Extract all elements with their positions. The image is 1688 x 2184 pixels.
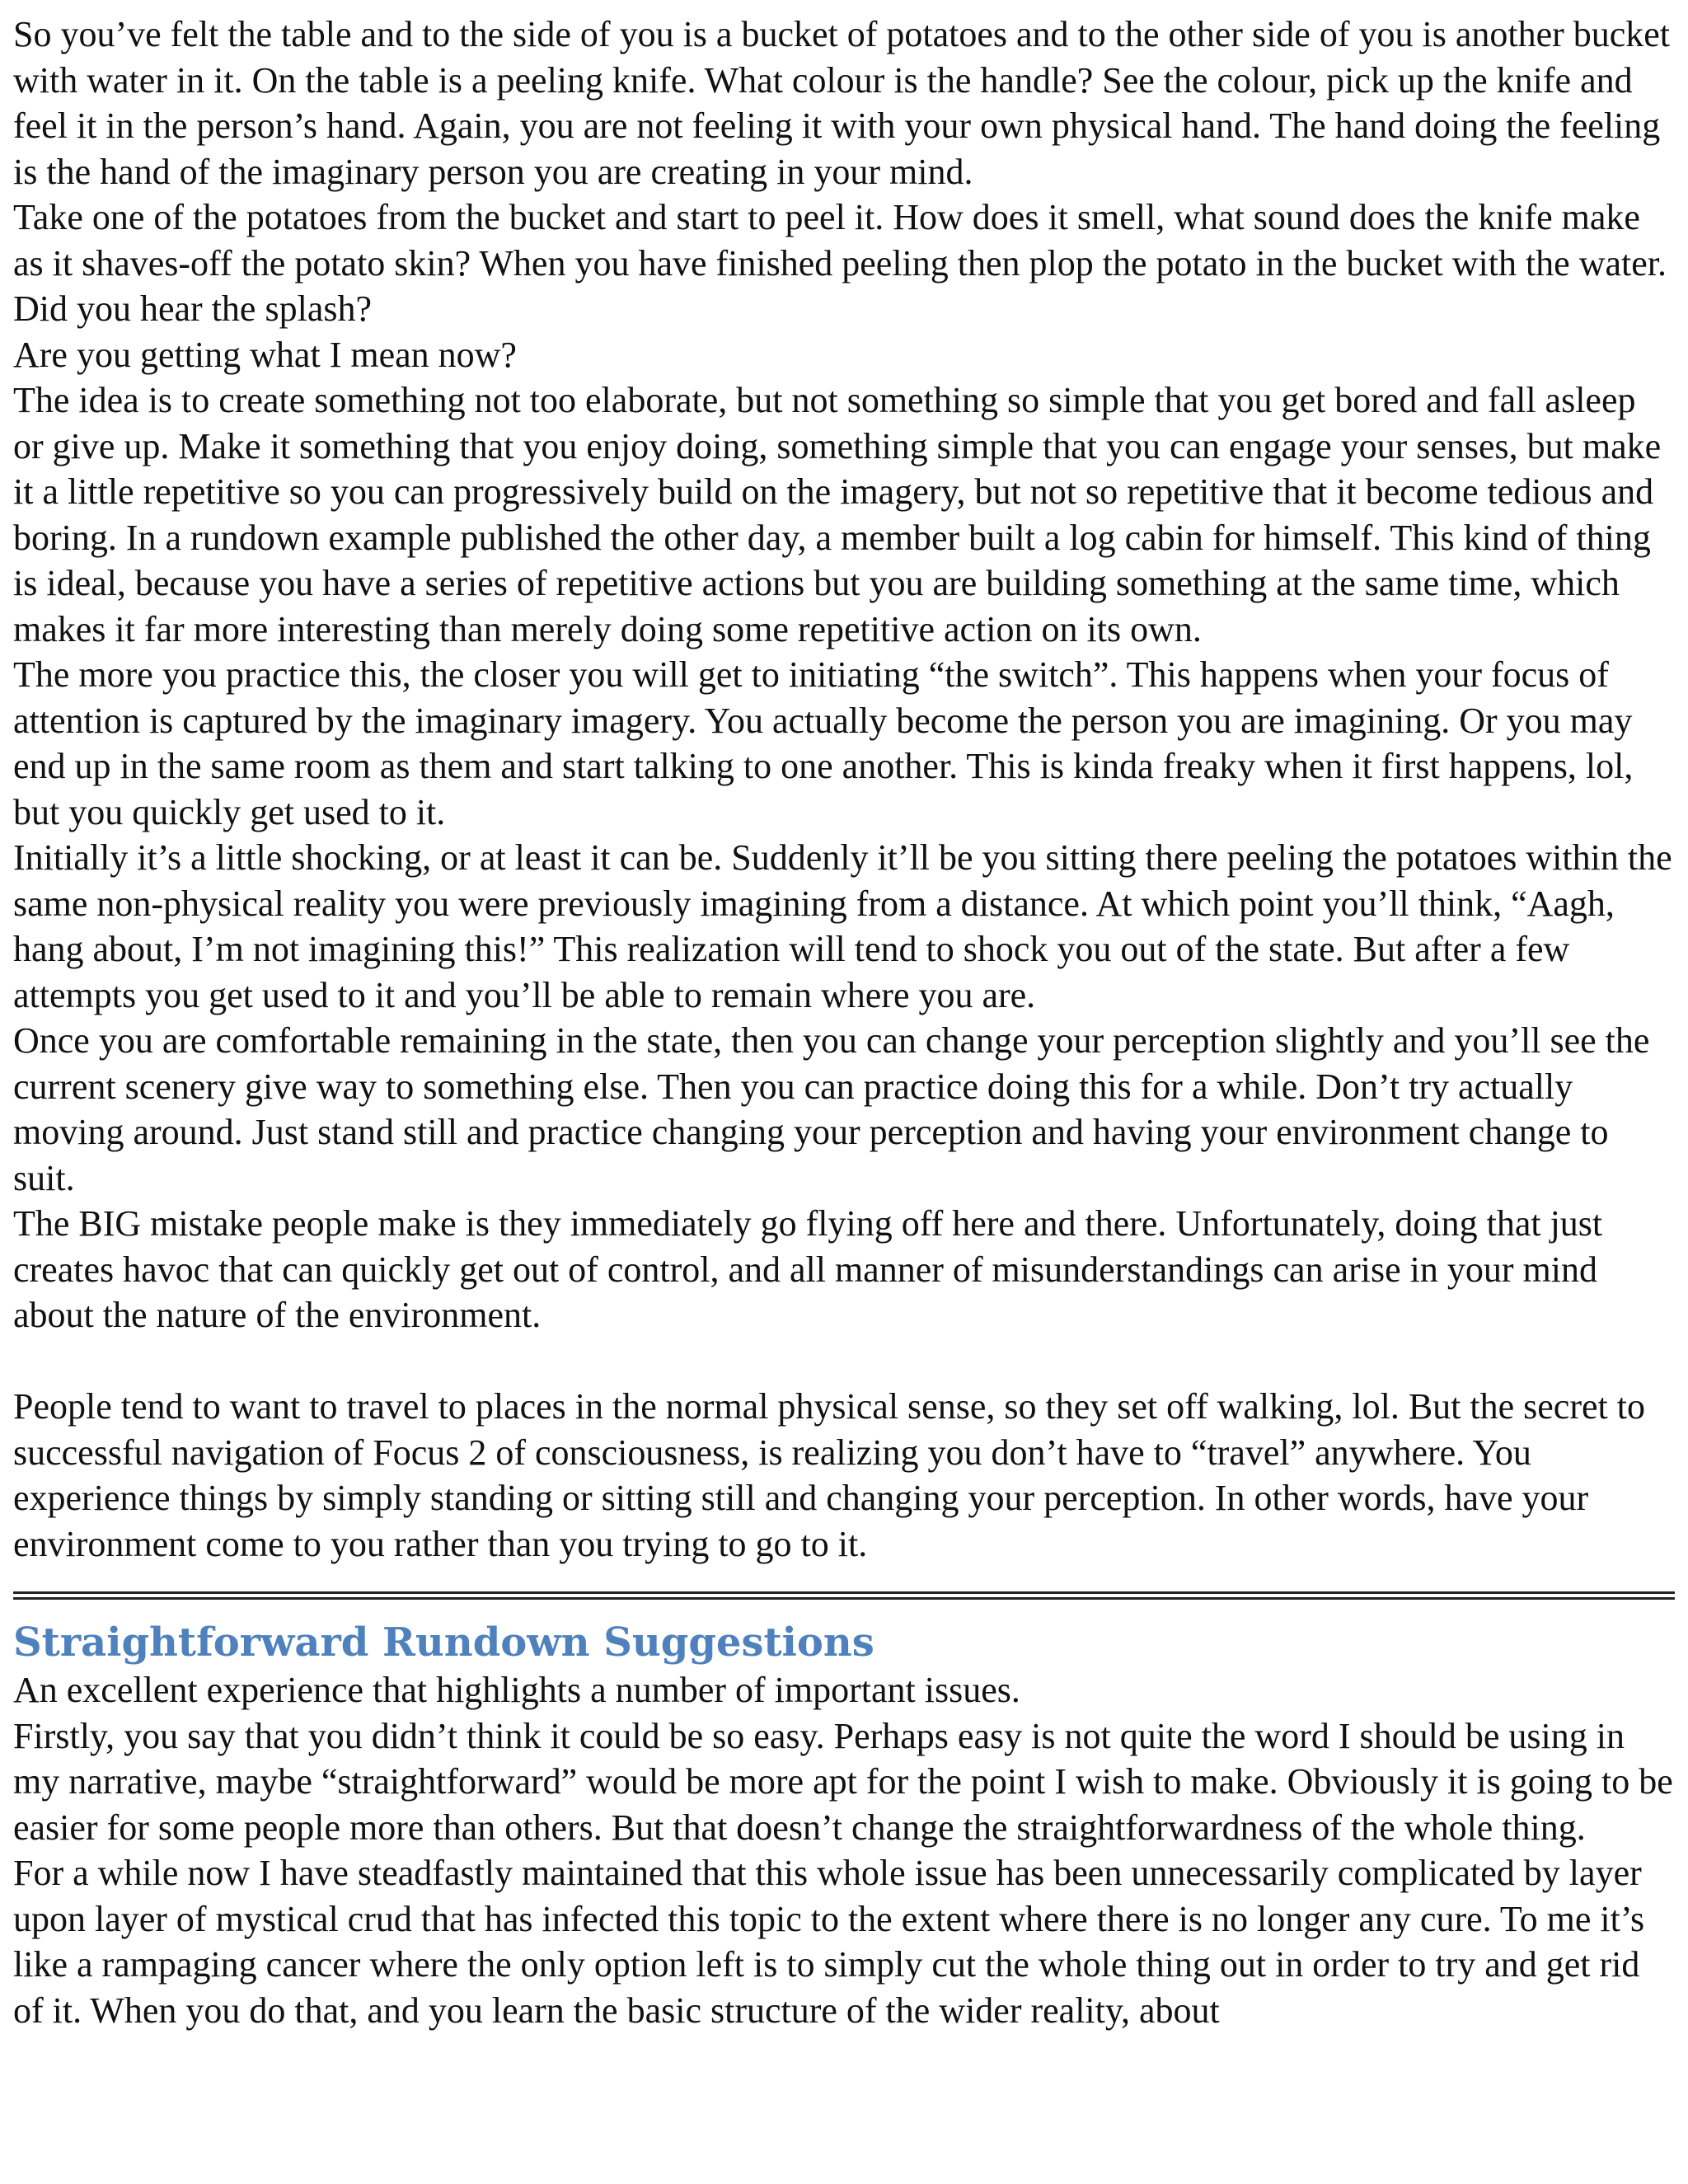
paragraph: Initially it’s a little shocking, or at least it can be. Suddenly it’ll be you sitting there peeling the potatoes within the same non-physical reality you were previously imagining from a distance. At which point you’ll think, “Aagh, hang about, I’m not imagining this!” This realization will tend to shock you out of the state. But after a few attempts you get used to it and you’ll be able to remain where you are. [13,837,1672,1015]
paragraph: The idea is to create something not too elaborate, but not something so simple that you get bored and fall asleep or give up. Make it something that you enjoy doing, something simple that you can engage your senses, but make it a little repetitive so you can progressively build on the imagery, but not so repetitive that it become tedious and boring. In a rundown example published the other day, a member built a log cabin for himself. This kind of thing is ideal, because you have a series of repetitive actions but you are building something at the same time, which makes it far more interesting than merely doing some repetitive action on its own. [13,380,1662,649]
section-divider [13,1591,1675,1600]
paragraph: An excellent experience that highlights a number of important issues. [13,1670,1020,1710]
paragraph: For a while now I have steadfastly maintained that this whole issue has been unnecessarily complicated by layer upon layer of mystical crud that has infected this topic to the extent where there is no longer any cure. To me it’s like a rampaging cancer where the only option left is to simply cut the whole thing out in order to try and get rid of it. When you do that, and you learn the basic structure of the wider reality, about [13,1853,1645,2031]
paragraph: So you’ve felt the table and to the side of you is a bucket of potatoes and to the other side of you is another bucket with water in it. On the table is a peeling knife. What colour is the handle? See the colour, pick up the knife and feel it in the person’s hand. Again, you are not feeling it with your own physical hand. The hand doing the feeling is the hand of the imaginary person you are creating in your mind. [13,14,1671,192]
closing-paragraph: People tend to want to travel to places in the normal physical sense, so they set off walking, lol. But the secret to successful navigation of Focus 2 of consciousness, is realizing you don’t have to “travel” anywhere. You experience things by simply standing or sitting still and changing your perception. In other words, have your environment come to you rather than you trying to go to it. [13,1386,1645,1564]
blank-line [13,1338,1675,1385]
section-heading: Straightforward Rundown Suggestions [13,1619,874,1666]
document-page [13,12,1675,2033]
paragraph: Firstly, you say that you didn’t think it could be so easy. Perhaps easy is not quite the word I should be using in my narrative, maybe “straightforward” would be more apt for the point I wish to make. Obviously it is going to be easier for some people more than others. But that doesn’t change the straightforwardness of the whole thing. [13,1715,1673,1848]
paragraph: The more you practice this, the closer you will get to initiating “the switch”. This happens when your focus of attention is captured by the imaginary imagery. You actually become the person you are imagining. Or you may end up in the same room as them and start talking to one another. This is kinda freaky when it first happens, lol, but you quickly get used to it. [13,654,1634,832]
paragraph: Are you getting what I mean now? [13,334,517,375]
paragraph: The BIG mistake people make is they immediately go flying off here and there. Unfortunately, doing that just creates havoc that can quickly get out of control, and all manner of misunderstandings can arise in your mind about the nature of the environment. [13,1203,1603,1335]
paragraph: Once you are comfortable remaining in the state, then you can change your perception slightly and you’ll see the current scenery give way to something else. Then you can practice doing this for a while. Don’t try actually moving around. Just stand still and practice changing your perception and having your environment change to suit. [13,1020,1650,1198]
paragraph: Take one of the potatoes from the bucket and start to peel it. How does it smell, what sound does the knife make as it shaves-off the potato skin? When you have finished peeling then plop the potato in the bucket with the water. Did you hear the splash? [13,197,1667,329]
